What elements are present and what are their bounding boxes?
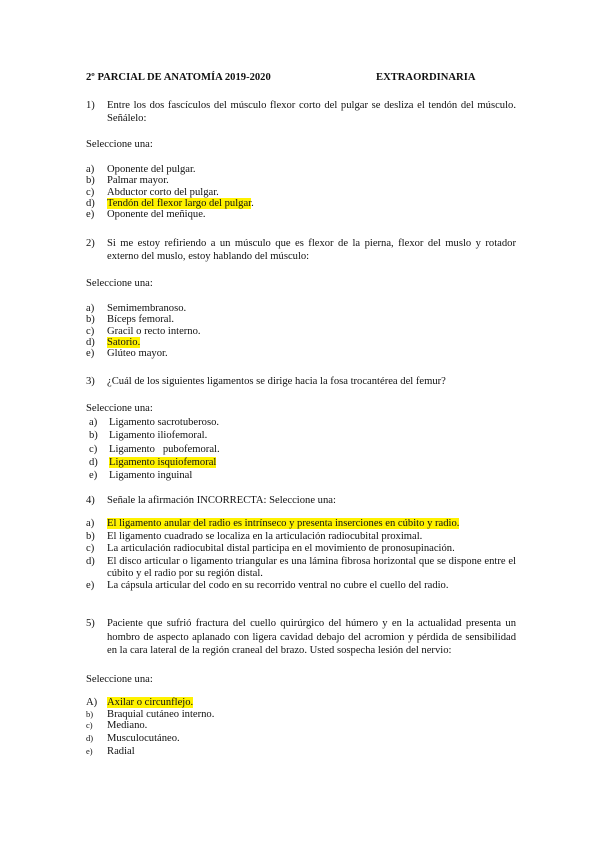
question-5 [86,617,516,658]
option-b[interactable]: b) Palmar mayor. [86,175,169,187]
option-a-highlighted[interactable]: a) El ligamento anular del radio es intrínseco y presenta inserciones en cúbito y radio. [86,518,460,529]
question-number: 3) [86,376,95,387]
option-c[interactable]: c) La articulación radiocubital distal participa en el movimiento de pronosupinación. [86,543,455,554]
option-a[interactable]: a) Oponente del pulgar. [86,164,196,175]
option-c[interactable]: c) Mediano. [86,720,148,732]
question-text: Entre los dos fascículos del músculo flexor corto del pulgar se desliza el tendón del músculo. Señálelo: [107,100,516,124]
option-e[interactable]: e) Oponente del meñique. [86,209,206,221]
option-b[interactable]: b) Bíceps femoral. [86,314,175,326]
option-d[interactable]: d) Musculocutáneo. [86,733,180,745]
select-label: Seleccione una: [86,139,153,150]
question-number: 4) [86,495,95,506]
option-d-highlighted[interactable]: d) Tendón del flexor largo del pulgar. [86,197,254,209]
options-4 [86,518,516,592]
question-number: 1) [86,100,95,111]
option-c[interactable]: c) Abductor corto del pulgar. [86,186,219,198]
question-text: Señale la afirmación INCORRECTA: Seleccione una: [107,495,336,506]
options-1 [86,164,526,220]
option-e[interactable]: e) Ligamento inguinal [89,470,193,482]
select-label: Seleccione una: [86,674,153,685]
question-text: Paciente que sufrió fractura del cuello quirúrgico del húmero y en la actualidad presenta un hombro de aspecto aplanado con ligera cavidad debajo del acromion y pérdida de sensibilidad en la cara lateral de la región craneal del brazo. Usted sospecha lesión del nervio: [107,618,516,657]
option-d-highlighted[interactable]: d) Satorio. [86,336,141,348]
question-4 [86,494,526,507]
options-3 [89,416,529,482]
question-3 [86,375,526,388]
options-2 [86,303,526,359]
select-label: Seleccione una: [86,278,153,289]
question-1 [86,99,516,125]
option-e[interactable]: e) Glúteo mayor. [86,348,168,360]
option-c[interactable]: c) Gracil o recto interno. [86,325,201,337]
option-e[interactable]: e) La cápsula articular del codo en su recorrido ventral no cubre el cuello del radio. [86,579,449,591]
option-d[interactable]: d) El disco articular o ligamento triangular es una lámina fibrosa horizontal que se dispone entre el cúbito y el radio por su región distal. [86,555,516,579]
select-label: Seleccione una: [86,403,153,414]
option-b[interactable]: b) El ligamento cuadrado se localiza en la articulación radiocubital proximal. [86,530,423,542]
option-d-highlighted[interactable]: d) Ligamento isquiofemoral [89,456,217,468]
option-c[interactable]: c) Ligamento pubofemoral. [89,443,220,455]
option-b[interactable]: b) Ligamento iliofemoral. [89,430,208,442]
question-number: 5) [86,618,95,629]
option-a-highlighted[interactable]: A) Axilar o circunflejo. [86,697,194,708]
option-a[interactable]: a) Ligamento sacrotuberoso. [89,417,220,428]
options-5 [86,697,526,758]
exam-type: EXTRAORDINARIA [376,72,476,83]
question-2 [86,237,516,263]
option-e[interactable]: e) Radial [86,746,135,758]
exam-title: 2º PARCIAL DE ANATOMÍA 2019-2020 [86,72,271,83]
option-b[interactable]: b) Braquial cutáneo interno. [86,708,215,720]
question-number: 2) [86,238,95,249]
question-text: Si me estoy refiriendo a un músculo que es flexor de la pierna, flexor del muslo y rotador externo del muslo, estoy hablando del músculo: [107,238,516,262]
option-a[interactable]: a) Semimembranoso. [86,303,187,314]
question-text: ¿Cuál de los siguientes ligamentos se dirige hacia la fosa trocantérea del femur? [107,376,446,387]
